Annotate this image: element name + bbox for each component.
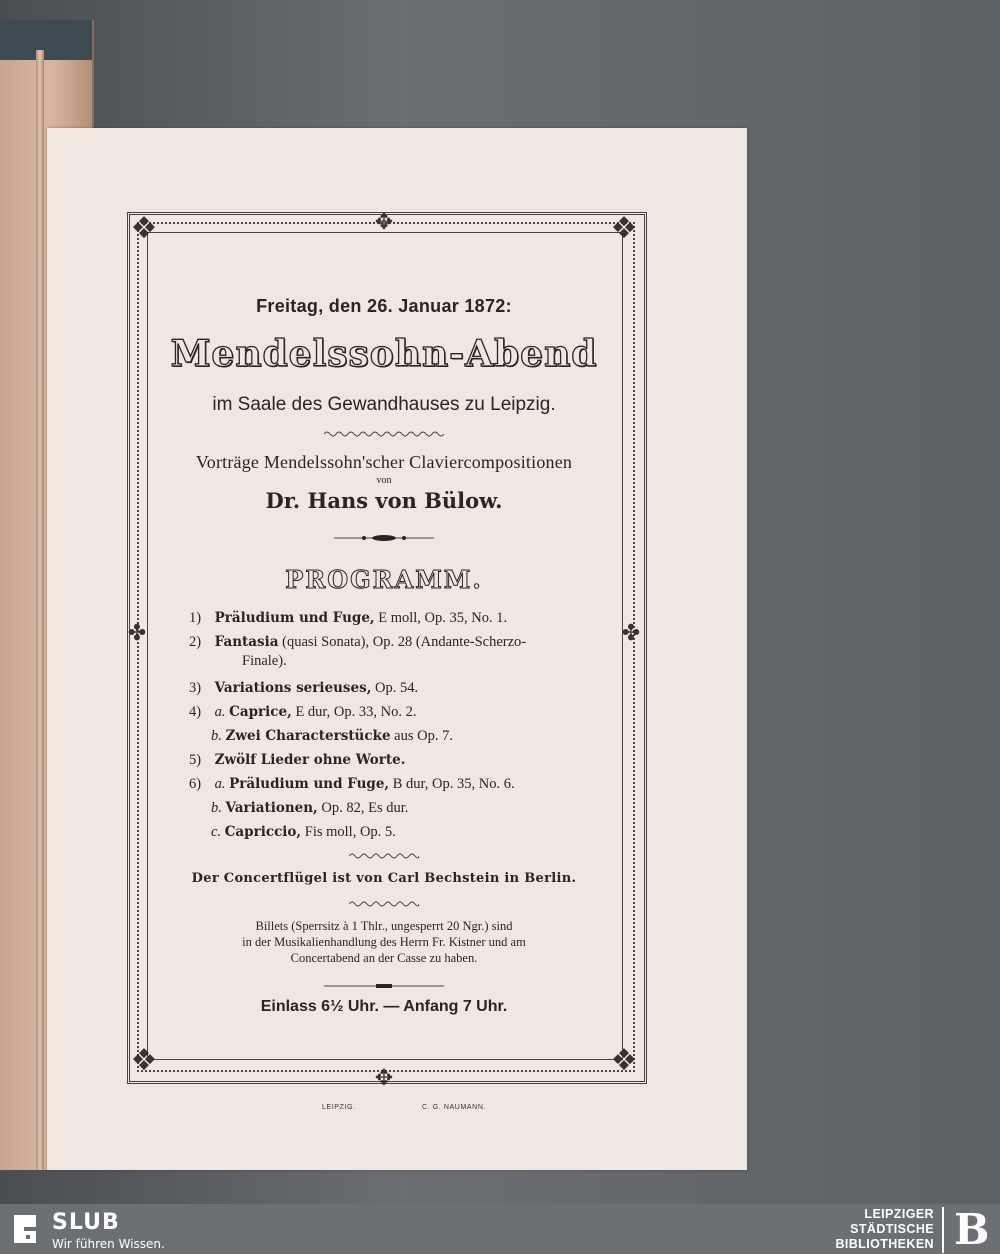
lsb-logo-icon[interactable]: B — [942, 1207, 992, 1253]
list-item: 2) Fantasia (quasi Sonata), Op. 28 (Andante-Scherzo- — [189, 634, 527, 650]
list-item: b. Variationen, Op. 82, Es dur. — [211, 800, 409, 816]
top-ornament-icon: ✥ — [374, 210, 394, 235]
bottom-ornament-icon: ✥ — [374, 1066, 394, 1091]
concert-grand-note: Der Concertflügel ist von Carl Bechstein in Berlin. — [191, 871, 577, 886]
side-ornament-icon: ✤ — [621, 621, 641, 646]
list-item: 3) Variations serieuses, Op. 54. — [189, 680, 419, 696]
divider-line — [324, 983, 444, 989]
printer-imprint: LEIPZIG. C. G. NAUMANN. — [322, 1104, 487, 1111]
lsb-wordmark[interactable]: LEIPZIGER STÄDTISCHE BIBLIOTHEKEN — [835, 1207, 934, 1251]
program-sheet — [47, 128, 747, 1170]
list-item-continuation: Finale). — [242, 653, 287, 669]
slub-tagline: Wir führen Wissen. — [52, 1237, 165, 1251]
divider-squiggle — [349, 900, 419, 908]
corner-ornament-icon: ❖ — [610, 211, 638, 246]
programm-heading: PROGRAMM. — [285, 565, 483, 594]
venue-line: im Saale des Gewandhauses zu Leipzig. — [212, 394, 556, 415]
von-label: von — [376, 475, 392, 486]
slub-logo-icon[interactable] — [10, 1213, 40, 1245]
ticket-info: Billets (Sperrsitz à 1 Thlr., ungesperrt 20 Ngr.) sind in der Musikalienhandlung des Herrn Fr. Kistner und am Concertabend an der Casse zu haben. — [242, 919, 526, 965]
list-item: c. Capriccio, Fis moll, Op. 5. — [211, 824, 396, 840]
corner-ornament-icon: ❖ — [610, 1043, 638, 1078]
list-item: b. Zwei Characterstücke aus Op. 7. — [211, 728, 453, 744]
list-item: 1) Präludium und Fuge, E moll, Op. 35, No. 1. — [189, 610, 508, 626]
corner-ornament-icon: ❖ — [130, 211, 158, 246]
footer-bar — [0, 1204, 1000, 1254]
divider-squiggle — [349, 852, 419, 860]
list-item: 5) Zwölf Lieder ohne Worte. — [189, 752, 406, 768]
performer-name: Dr. Hans von Bülow. — [265, 488, 503, 513]
page-title: Mendelssohn-Abend — [170, 333, 598, 375]
side-ornament-icon: ✤ — [127, 621, 147, 646]
list-item: 6) a. Präludium und Fuge, B dur, Op. 35, No. 6. — [189, 776, 515, 792]
divider-ornament — [334, 533, 434, 543]
date-line: Freitag, den 26. Januar 1872: — [256, 296, 512, 316]
admission-times: Einlass 6½ Uhr. — Anfang 7 Uhr. — [260, 998, 508, 1015]
slub-name[interactable]: SLUB — [52, 1210, 120, 1235]
subtitle: Vorträge Mendelssohn'scher Claviercompositionen — [195, 452, 573, 472]
divider-squiggle — [324, 430, 444, 438]
list-item: 4) a. Caprice, E dur, Op. 33, No. 2. — [189, 704, 417, 720]
corner-ornament-icon: ❖ — [130, 1043, 158, 1078]
